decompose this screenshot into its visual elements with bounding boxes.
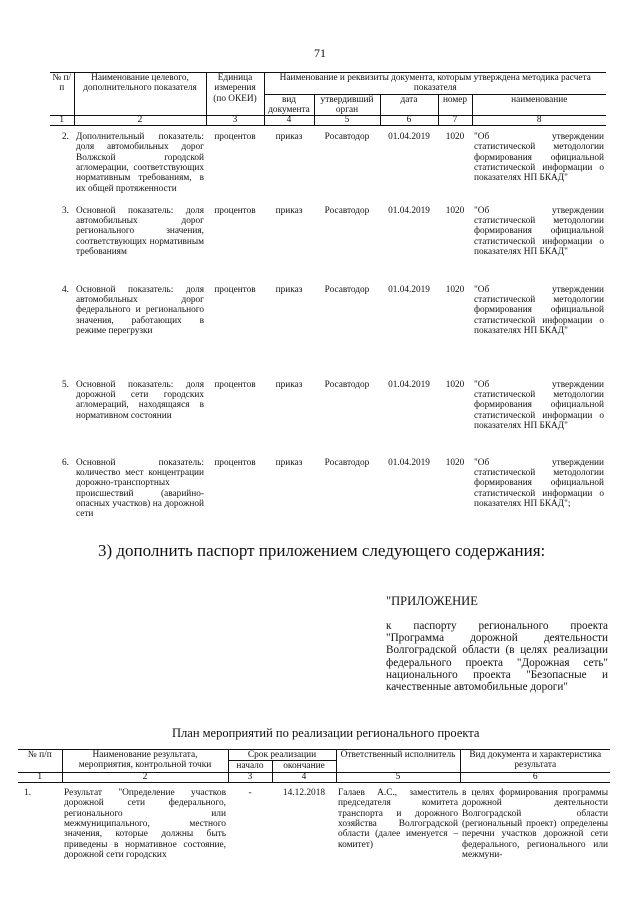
row-date: 01.04.2019 bbox=[388, 379, 430, 390]
appendix-text: к паспорту регионального проекта "Программа дорожной деятельности Волгоградской области (в целях реализации федерального проекта "Дорожная сеть" национального проекта "Безопасные и качественные автомобильные дороги" bbox=[386, 620, 608, 694]
row-unit: процентов bbox=[214, 284, 256, 295]
row-approver: Росавтодор bbox=[324, 457, 370, 468]
row-doc-name: "Об утверждении статистической методологии формирования официальной статистической информации о показателях НП БКАД" bbox=[474, 132, 605, 184]
row-indicator: Основной показатель: доля автомобильных дорог регионального значения, соответствующих нормативным требованиям bbox=[76, 205, 204, 257]
col-number: 6 bbox=[460, 772, 610, 782]
row-end: 14.12.2018 bbox=[282, 787, 326, 798]
header-num: № п/п bbox=[18, 750, 62, 773]
row-doc-name: "Об утверждении статистической методологии формирования официальной статистической информации о показателях НП БКАД"; bbox=[474, 457, 605, 509]
row-num: 1. bbox=[24, 787, 32, 798]
row-unit: процентов bbox=[214, 379, 256, 390]
header-period: Срок реализации bbox=[228, 750, 336, 761]
header-responsible: Ответственный исполнитель bbox=[336, 750, 460, 773]
row-number: 1020 bbox=[445, 284, 465, 295]
plan-table bbox=[18, 749, 610, 861]
table-row bbox=[50, 279, 606, 374]
header-start: начало bbox=[228, 761, 272, 772]
row-doc-type: приказ bbox=[275, 132, 303, 143]
row-doc: в целях формирования программы дорожной деятельности Волгоградской области (региональный проект) определены перечни участков дорожной сети федерального, регионального или межмуни- bbox=[462, 787, 609, 861]
row-doc-name: "Об утверждении статистической методологии формирования официальной статистической информации о показателях НП БКАД" bbox=[474, 379, 605, 431]
row-date: 01.04.2019 bbox=[388, 132, 430, 143]
table-row bbox=[18, 782, 610, 860]
col-number: 5 bbox=[336, 772, 460, 782]
row-indicator: Основной показатель: доля автомобильных дорог федерального и регионального значения, работающих в режиме перегрузки bbox=[76, 284, 204, 336]
col-number: 2 bbox=[74, 116, 206, 126]
row-date: 01.04.2019 bbox=[388, 457, 430, 468]
header-indicator: Наименование целевого, дополнительного показателя bbox=[74, 73, 206, 116]
row-num: 3. bbox=[62, 205, 69, 216]
header-doc-type: вид документа bbox=[264, 94, 314, 116]
row-responsible: Галаев А.С., заместитель председателя комитета транспорта и дорожного хозяйства Волгоградской области (далее именуется – комитет) bbox=[338, 787, 459, 850]
header-result: Наименование результата, мероприятия, контрольной точки bbox=[62, 750, 228, 773]
row-approver: Росавтодор bbox=[324, 379, 370, 390]
header-end: окончание bbox=[272, 761, 336, 772]
row-indicator: Основной показатель: доля дорожной сети городских агломераций, находящаяся в нормативном состоянии bbox=[76, 379, 204, 421]
row-start: - bbox=[248, 787, 252, 798]
header-doc-name: наименование bbox=[511, 94, 568, 105]
table-row bbox=[50, 374, 606, 452]
row-doc-type: приказ bbox=[275, 457, 303, 468]
row-indicator: Дополнительный показатель: доля автомобильных дорог Волжской городской агломерации, соответствующих нормативным требованиям, в их общей протяженности bbox=[76, 132, 204, 194]
col-number: 6 bbox=[380, 116, 438, 126]
col-number: 4 bbox=[272, 772, 336, 782]
row-doc-name: "Об утверждении статистической методологии формирования официальной статистической информации о показателях НП БКАД" bbox=[474, 284, 605, 336]
col-number: 2 bbox=[62, 772, 228, 782]
row-num: 5. bbox=[62, 379, 69, 390]
page-number: 71 bbox=[314, 46, 326, 60]
plan-title: План мероприятий по реализации регионального проекта bbox=[172, 726, 480, 740]
row-indicator: Основной показатель: количество мест концентрации дорожно-транспортных происшествий (аварийно-опасных участков) на дорожной сети bbox=[76, 457, 204, 520]
item-3-text: 3) дополнить паспорт приложением следующего содержания: bbox=[98, 541, 546, 560]
row-num: 4. bbox=[62, 284, 69, 295]
row-approver: Росавтодор bbox=[324, 284, 370, 295]
row-date: 01.04.2019 bbox=[388, 205, 430, 216]
header-date: дата bbox=[380, 94, 438, 116]
col-number: 3 bbox=[228, 772, 272, 782]
row-num: 2. bbox=[62, 132, 69, 143]
row-doc-type: приказ bbox=[275, 284, 303, 295]
row-number: 1020 bbox=[445, 205, 465, 216]
row-date: 01.04.2019 bbox=[388, 284, 430, 295]
row-approver: Росавтодор bbox=[324, 205, 370, 216]
row-doc-name: "Об утверждении статистической методологии формирования официальной статистической информации о показателях НП БКАД" bbox=[474, 205, 605, 257]
row-doc-type: приказ bbox=[275, 379, 303, 390]
col-number: 7 bbox=[438, 116, 472, 126]
header-num: № п/п bbox=[50, 73, 74, 116]
header-unit: Единица измерения (по ОКЕИ) bbox=[206, 73, 264, 116]
col-number: 1 bbox=[18, 772, 62, 782]
col-number: 4 bbox=[264, 116, 314, 126]
row-unit: процентов bbox=[214, 205, 256, 216]
row-num: 6. bbox=[62, 457, 69, 468]
row-result: Результат "Определение участков дорожной сети федерального, регионального или межмуниципального, местного значения, которые должны быть приведены в нормативное состояние, дорожной сети городских bbox=[64, 787, 226, 861]
row-approver: Росавтодор bbox=[324, 132, 370, 143]
indicators-table bbox=[50, 72, 606, 526]
table-row bbox=[50, 200, 606, 279]
col-number: 5 bbox=[314, 116, 380, 126]
row-unit: процентов bbox=[214, 457, 256, 468]
row-number: 1020 bbox=[445, 132, 465, 143]
header-doc: Вид документа и характеристика результата bbox=[469, 750, 602, 771]
row-unit: процентов bbox=[214, 132, 256, 143]
header-number: номер bbox=[438, 94, 472, 116]
row-number: 1020 bbox=[445, 379, 465, 390]
col-number: 1 bbox=[50, 116, 74, 126]
row-doc-type: приказ bbox=[275, 205, 303, 216]
row-number: 1020 bbox=[445, 457, 465, 468]
table-row bbox=[50, 452, 606, 526]
appendix-heading: "ПРИЛОЖЕНИЕ bbox=[386, 594, 478, 608]
col-number: 8 bbox=[472, 116, 606, 126]
header-approver: утвердивший орган bbox=[314, 94, 380, 116]
header-document-group: Наименование и реквизиты документа, которым утверждена методика расчета показателя bbox=[264, 73, 606, 95]
table-row bbox=[50, 126, 606, 200]
col-number: 3 bbox=[206, 116, 264, 126]
